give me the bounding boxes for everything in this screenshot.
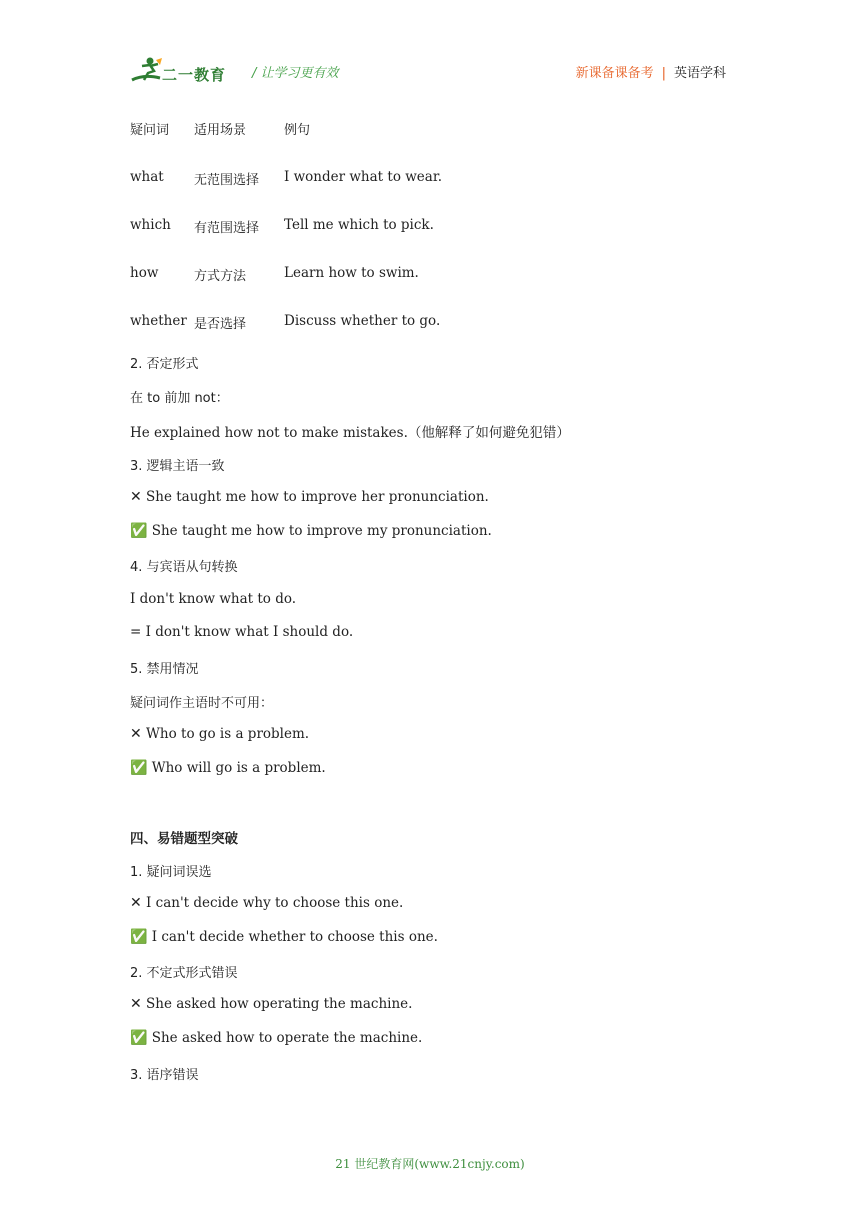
wrong-example [130, 726, 309, 742]
subject-label [576, 62, 726, 81]
example-text: Who will go is a problem. [147, 760, 326, 776]
table-cell: what [130, 169, 164, 185]
text-line: 疑问词作主语时不可用： [130, 696, 274, 711]
wrong-example [130, 996, 412, 1012]
check-icon: ✅ [130, 1030, 148, 1046]
page-header [130, 56, 726, 92]
cross-icon: ✕ [130, 489, 142, 505]
cross-icon: ✕ [130, 895, 142, 911]
correct-example [130, 760, 326, 776]
example-text: She asked how operating the machine. [141, 996, 413, 1012]
example-text: I can't decide whether to choose this one. [147, 929, 438, 945]
table-cell: 是否选择 [194, 317, 247, 332]
point-heading: 2. 不定式形式错误 [130, 966, 238, 981]
table-cell: Tell me which to pick. [284, 217, 434, 233]
wrong-example [130, 895, 403, 911]
table-header-cell: 适用场景 [194, 123, 247, 138]
section-heading: 四、易错题型突破 [130, 831, 238, 847]
correct-example [130, 1030, 422, 1046]
page-footer: 21 世纪教育网(www.21cnjy.com) [335, 1157, 525, 1171]
check-icon: ✅ [130, 523, 148, 539]
wrong-example [130, 489, 489, 505]
check-icon: ✅ [130, 760, 148, 776]
table-cell: Discuss whether to go. [284, 313, 441, 329]
table-cell: how [130, 265, 159, 281]
example-sentence: = I don't know what I should do. [130, 624, 354, 640]
table-cell: whether [130, 313, 187, 329]
example-text: She taught me how to improve my pronunciation. [147, 523, 492, 539]
table-cell: 无范围选择 [194, 173, 260, 188]
course-label: 新课备课备考 [575, 66, 654, 81]
text-line: 在 to 前加 not： [130, 391, 229, 406]
point-heading: 3. 语序错误 [130, 1068, 199, 1083]
example-sentence: I don't know what to do. [130, 591, 297, 607]
correct-example [130, 523, 492, 539]
subject-name: 英语学科 [673, 66, 726, 81]
table-header-cell: 疑问词 [130, 123, 170, 138]
correct-example [130, 929, 438, 945]
example-text: Who to go is a problem. [141, 726, 310, 742]
point-heading: 1. 疑问词误选 [130, 865, 212, 880]
logo [130, 56, 240, 88]
check-icon: ✅ [130, 929, 148, 945]
example-text: I can't decide why to choose this one. [141, 895, 404, 911]
point-heading: 5. 禁用情况 [130, 662, 199, 677]
slogan: / 让学习更有效 [252, 66, 339, 81]
table-cell: which [130, 217, 171, 233]
header-separator: | [661, 66, 666, 81]
example-sentence: He explained how not to make mistakes.（他解释了如何避免犯错） [130, 425, 570, 441]
example-text: She taught me how to improve her pronunciation. [141, 489, 489, 505]
point-heading: 3. 逻辑主语一致 [130, 459, 225, 474]
table-cell: 有范围选择 [194, 221, 260, 236]
runner-logo-icon [130, 56, 164, 86]
point-heading: 4. 与宾语从句转换 [130, 560, 238, 575]
point-heading: 2. 否定形式 [130, 357, 199, 372]
cross-icon: ✕ [130, 996, 142, 1012]
cross-icon: ✕ [130, 726, 142, 742]
table-cell: Learn how to swim. [284, 265, 419, 281]
table-cell: 方式方法 [194, 269, 247, 284]
table-cell: I wonder what to wear. [284, 169, 443, 185]
example-text: She asked how to operate the machine. [147, 1030, 423, 1046]
logo-text: 二一教育 [162, 66, 227, 84]
table-header-cell: 例句 [284, 123, 311, 138]
